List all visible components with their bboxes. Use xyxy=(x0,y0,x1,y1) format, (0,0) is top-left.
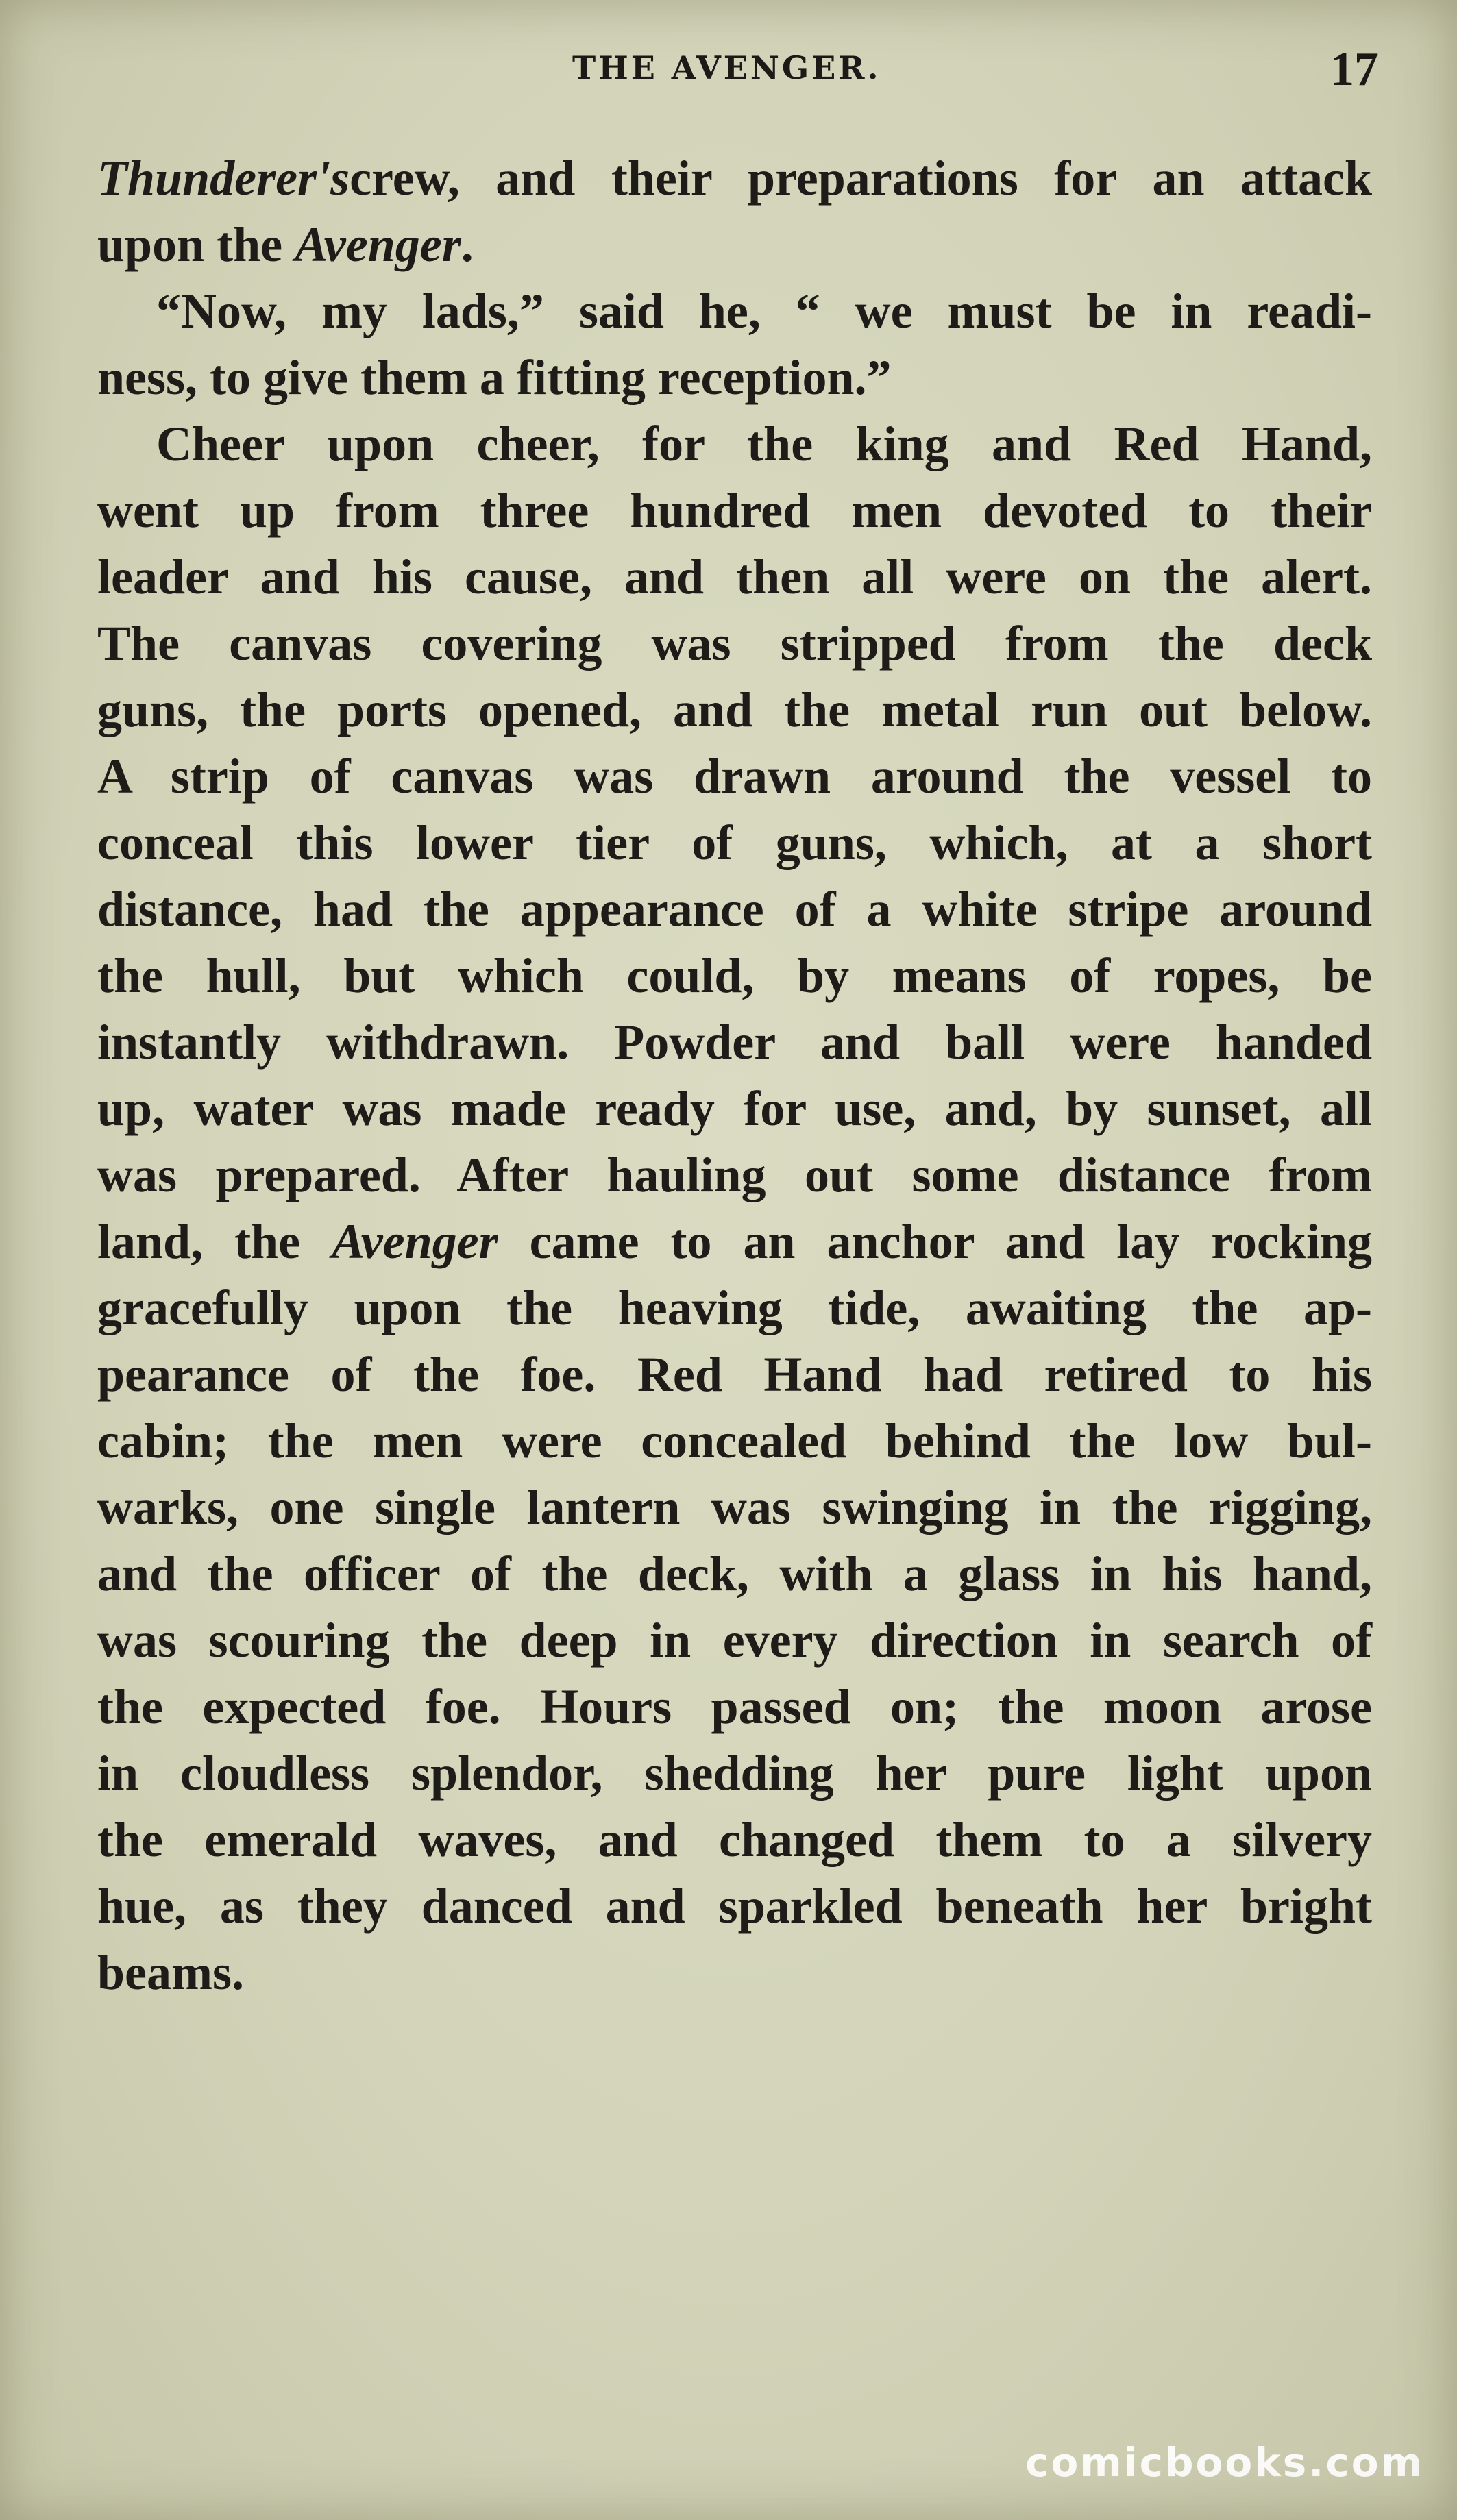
text-line: in cloudless splendor, shedding her pure light upon xyxy=(97,1746,1372,1801)
text-line: leader and his cause, and then all were on the alert. xyxy=(97,549,1372,604)
italic-ship-name: Thunderer's xyxy=(97,151,350,206)
text-line: warks, one single lantern was swinging in the rigging, xyxy=(97,1480,1372,1535)
italic-ship-name: Avenger xyxy=(295,217,461,272)
page-number: 17 xyxy=(1330,43,1378,96)
text-line: was scouring the deep in every direction in search of xyxy=(97,1613,1372,1668)
running-head: THE AVENGER. xyxy=(572,49,881,86)
watermark-logo: comicbooks.com xyxy=(1025,2439,1424,2486)
text-line: A strip of canvas was drawn around the vessel to xyxy=(97,749,1372,804)
text-line: hue, as they danced and sparkled beneath her bright xyxy=(97,1879,1372,1934)
text-line: cabin; the men were concealed behind the low bul- xyxy=(97,1413,1372,1468)
text-line: pearance of the foe. Red Hand had retired to his xyxy=(97,1347,1372,1402)
text-line: the expected foe. Hours passed on; the moon arose xyxy=(97,1679,1372,1734)
page-header xyxy=(0,42,1457,97)
text-line: the emerald waves, and changed them to a silvery xyxy=(97,1812,1372,1867)
text-line: Cheer upon cheer, for the king and Red Hand, xyxy=(156,417,1372,471)
text-line: land, the Avenger came to an anchor and lay rocking xyxy=(97,1214,1372,1269)
text-line: went up from three hundred men devoted to their xyxy=(97,483,1372,538)
text-line: beams. xyxy=(97,1945,244,2000)
text-line: up, water was made ready for use, and, by sunset, all xyxy=(97,1081,1372,1136)
italic-ship-name: Avenger xyxy=(332,1214,498,1269)
text-line: was prepared. After hauling out some distance from xyxy=(97,1148,1372,1202)
text-line: The canvas covering was stripped from the deck xyxy=(97,616,1372,671)
text-line: Thunderer'screw, and their preparations for an attack xyxy=(97,151,1372,206)
text-line: conceal this lower tier of guns, which, at a short xyxy=(97,815,1372,870)
text-line: and the officer of the deck, with a glass in his hand, xyxy=(97,1546,1372,1601)
body-text xyxy=(97,145,1372,2006)
text-line: gracefully upon the heaving tide, awaiting the ap- xyxy=(97,1281,1372,1335)
text-line: the hull, but which could, by means of ropes, be xyxy=(97,948,1372,1003)
text-line: instantly withdrawn. Powder and ball were handed xyxy=(97,1015,1372,1070)
text-line: upon the Avenger. xyxy=(97,217,474,272)
text-line: “Now, my lads,” said he, “ we must be in readi- xyxy=(156,284,1372,338)
text-line: distance, had the appearance of a white stripe around xyxy=(97,882,1372,937)
text-line: ness, to give them a fitting reception.” xyxy=(97,350,892,405)
text-line: guns, the ports opened, and the metal run out below. xyxy=(97,682,1372,737)
